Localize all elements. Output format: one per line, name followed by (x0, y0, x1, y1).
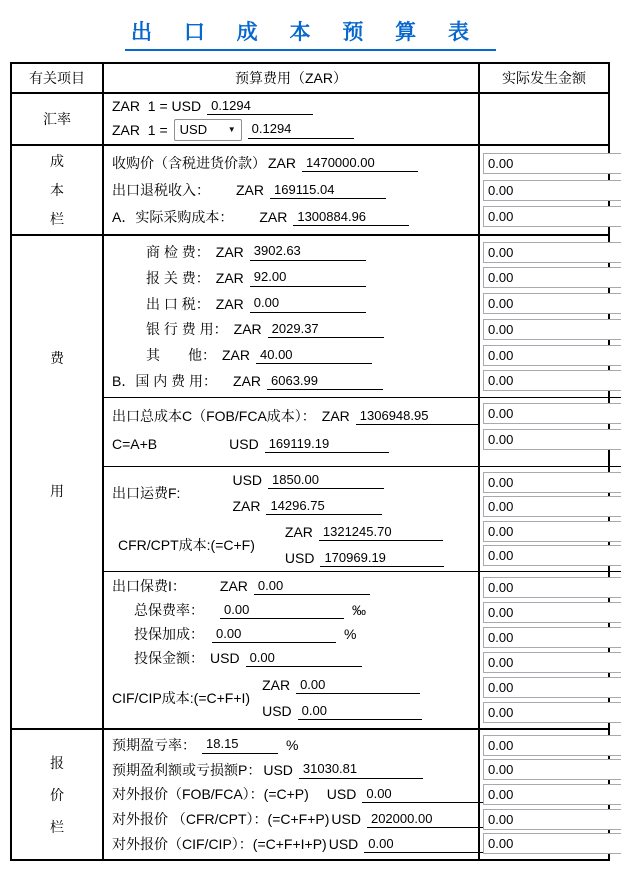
chevron-down-icon: ▼ (227, 125, 236, 135)
cfr-usd-row: USD 170969.19 (285, 545, 445, 571)
actual-amount-input[interactable] (483, 267, 621, 288)
currency-select[interactable] (174, 119, 242, 141)
cfr-cpt-cost-group: CFR/CPT成本:(=C+F) ZAR 1321245.70 USD 170969.19 (104, 519, 478, 571)
actual-procurement-cost-input[interactable] (293, 208, 409, 226)
quote-fob-row: 对外报价（FOB/FCA）：(=C+P) USD 0.00 (104, 784, 478, 804)
freight-zar-row: ZAR 14296.75 (232, 493, 384, 519)
total-cost-c-zar-input[interactable] (356, 407, 480, 425)
exchange-rate-row-2 (104, 119, 478, 141)
cif-usd-input[interactable] (298, 702, 422, 720)
exchange-actual-cell-empty (480, 94, 608, 144)
inspection-fee-row: 商 检 费： ZAR 3902.63 (104, 242, 478, 262)
actual-amount-input[interactable] (483, 345, 621, 366)
page-title: 出 口 成 本 预 算 表 (125, 16, 496, 51)
actual-amount-input[interactable] (483, 759, 621, 780)
fees-content (104, 236, 621, 728)
insurance-markup-input[interactable] (212, 625, 336, 643)
exchange-rate-row-1 (104, 97, 478, 115)
total-cost-c-usd-input[interactable] (265, 435, 389, 453)
premium-rate-row: 总保费率： 0.00 ‰ (104, 600, 478, 620)
insurance-actual-cells (480, 572, 621, 728)
freight-zar-input[interactable] (266, 497, 382, 515)
exchange-rate-content (104, 94, 480, 144)
insurance-subsection (104, 572, 621, 728)
exchange-rate-input-1[interactable] (207, 97, 313, 115)
domestic-fees-actual-cells (480, 236, 621, 397)
export-freight-group: 出口运费F: USD 1850.00 ZAR 14296.75 (104, 467, 478, 519)
insured-amount-row: 投保金额： USD 0.00 (104, 648, 478, 668)
exchange-rate-label: 汇率 (12, 94, 104, 144)
expected-profit-rate-input[interactable] (202, 736, 278, 754)
actual-amount-input[interactable] (483, 206, 621, 227)
cif-cip-cost-group: CIF/CIP成本:(=C+F+I) ZAR 0.00 USD 0.00 (104, 672, 478, 724)
actual-amount-input[interactable] (483, 521, 621, 542)
premium-rate-input[interactable] (220, 601, 344, 619)
header-actual-amount: 实际发生金额 (502, 70, 586, 86)
total-cost-c-rows (104, 398, 480, 466)
actual-amount-input[interactable] (483, 652, 621, 673)
freight-rows (104, 467, 480, 571)
cif-usd-row: USD 0.00 (262, 698, 422, 724)
actual-amount-input[interactable] (483, 577, 621, 598)
actual-amount-input[interactable] (483, 545, 621, 566)
total-cost-c-row: 出口总成本C（FOB/FCA成本）： ZAR 1306948.95 (104, 402, 478, 430)
quote-cif-input[interactable] (364, 835, 488, 853)
domestic-fees-subsection (104, 236, 621, 398)
exchange-rate-input-2[interactable] (248, 121, 354, 139)
expected-profit-amount-row: 预期盈利额或亏损额P： USD 31030.81 (104, 760, 478, 780)
domestic-total-input[interactable] (267, 372, 383, 390)
cost-rows (104, 146, 480, 234)
freight-usd-row: USD 1850.00 (232, 467, 384, 493)
actual-amount-input[interactable] (483, 702, 621, 723)
cfr-usd-input[interactable] (320, 549, 444, 567)
domestic-total-row: B．国 内 费 用： ZAR 6063.99 (104, 371, 478, 391)
actual-amount-input[interactable] (483, 833, 621, 854)
insurance-markup-row: 投保加成： 0.00 % (104, 624, 478, 644)
quotation-section (12, 730, 608, 859)
cif-zar-input[interactable] (296, 676, 420, 694)
header-related-items: 有关项目 (12, 64, 104, 92)
actual-amount-input[interactable] (483, 735, 621, 756)
actual-amount-input[interactable] (483, 370, 621, 391)
actual-amount-input[interactable] (483, 809, 621, 830)
domestic-fees-rows (104, 236, 480, 397)
bank-fee-row: 银 行 费 用： ZAR 2029.37 (104, 319, 478, 339)
customs-fee-row: 报 关 费： ZAR 92.00 (104, 268, 478, 288)
bank-fee-input[interactable] (268, 320, 384, 338)
actual-amount-input[interactable] (483, 627, 621, 648)
quote-fob-input[interactable] (362, 785, 486, 803)
actual-amount-input[interactable] (483, 319, 621, 340)
actual-amount-input[interactable] (483, 602, 621, 623)
quotation-section-label: 报 价 栏 (12, 730, 104, 859)
quotation-actual-cells (480, 730, 621, 859)
quotation-rows (104, 730, 480, 859)
purchase-price-row: 收购价（含税进货价款） ZAR 1470000.00 (104, 153, 478, 173)
actual-amount-input[interactable] (483, 429, 621, 450)
total-cost-c-actual-cells (480, 398, 621, 466)
fees-section (12, 236, 608, 730)
actual-amount-input[interactable] (483, 242, 621, 263)
cif-zar-row: ZAR 0.00 (262, 672, 422, 698)
actual-amount-input[interactable] (483, 472, 621, 493)
export-premium-row: 出口保费I： ZAR 0.00 (104, 576, 478, 596)
actual-amount-input[interactable] (483, 496, 621, 517)
customs-fee-input[interactable] (250, 269, 366, 287)
expected-profit-amount-input[interactable] (299, 761, 423, 779)
actual-amount-input[interactable] (483, 403, 621, 424)
fees-section-label: 费 用 (12, 236, 104, 728)
purchase-price-input[interactable] (302, 154, 418, 172)
insurance-rows (104, 572, 480, 728)
tax-refund-input[interactable] (270, 181, 386, 199)
actual-amount-input[interactable] (483, 677, 621, 698)
title-area (0, 0, 621, 51)
quote-cfr-input[interactable] (367, 810, 491, 828)
export-tax-row: 出 口 税： ZAR 0.00 (104, 294, 478, 314)
expected-profit-rate-row: 预期盈亏率： 18.15 % (104, 735, 478, 755)
inspection-fee-input[interactable] (250, 243, 366, 261)
c-equals-a-plus-b-row: C=A+B USD 169119.19 (104, 430, 478, 458)
quote-cfr-row: 对外报价 （CFR/CPT）：(=C+F+P) USD 202000.00 (104, 809, 478, 829)
freight-usd-input[interactable] (268, 471, 384, 489)
actual-amount-input[interactable] (483, 153, 621, 174)
cost-actual-cells (480, 146, 621, 234)
cfr-zar-row: ZAR 1321245.70 (285, 519, 445, 545)
header-budget-cost-zar: 预算费用（ZAR） (104, 64, 480, 92)
cfr-zar-input[interactable] (319, 523, 443, 541)
actual-amount-input[interactable] (483, 784, 621, 805)
exchange-rate-prefix-2: ZAR 1 = (112, 121, 168, 138)
quote-cif-row: 对外报价（CIF/CIP）：(=C+F+I+P) USD 0.00 (104, 834, 478, 854)
table-header-row (12, 64, 608, 94)
actual-amount-input[interactable] (483, 293, 621, 314)
cost-section (12, 146, 608, 236)
freight-actual-cells (480, 467, 621, 571)
actual-procurement-cost-row: A．实际采购成本： ZAR 1300884.96 (104, 207, 478, 227)
exchange-rate-prefix-1: ZAR 1 = USD (112, 98, 202, 115)
insured-amount-input[interactable] (246, 649, 362, 667)
cost-section-label: 成 本 栏 (12, 146, 104, 234)
currency-select-value: USD (179, 122, 208, 138)
other-fee-row: 其 他： ZAR 40.00 (104, 345, 478, 365)
export-tax-input[interactable] (250, 295, 366, 313)
budget-table (10, 62, 610, 861)
tax-refund-row: 出口退税收入： ZAR 169115.04 (104, 180, 478, 200)
actual-amount-input[interactable] (483, 180, 621, 201)
total-cost-c-subsection (104, 398, 621, 467)
export-premium-input[interactable] (254, 577, 370, 595)
freight-subsection (104, 467, 621, 572)
exchange-rate-section (12, 94, 608, 146)
other-fee-input[interactable] (256, 346, 372, 364)
